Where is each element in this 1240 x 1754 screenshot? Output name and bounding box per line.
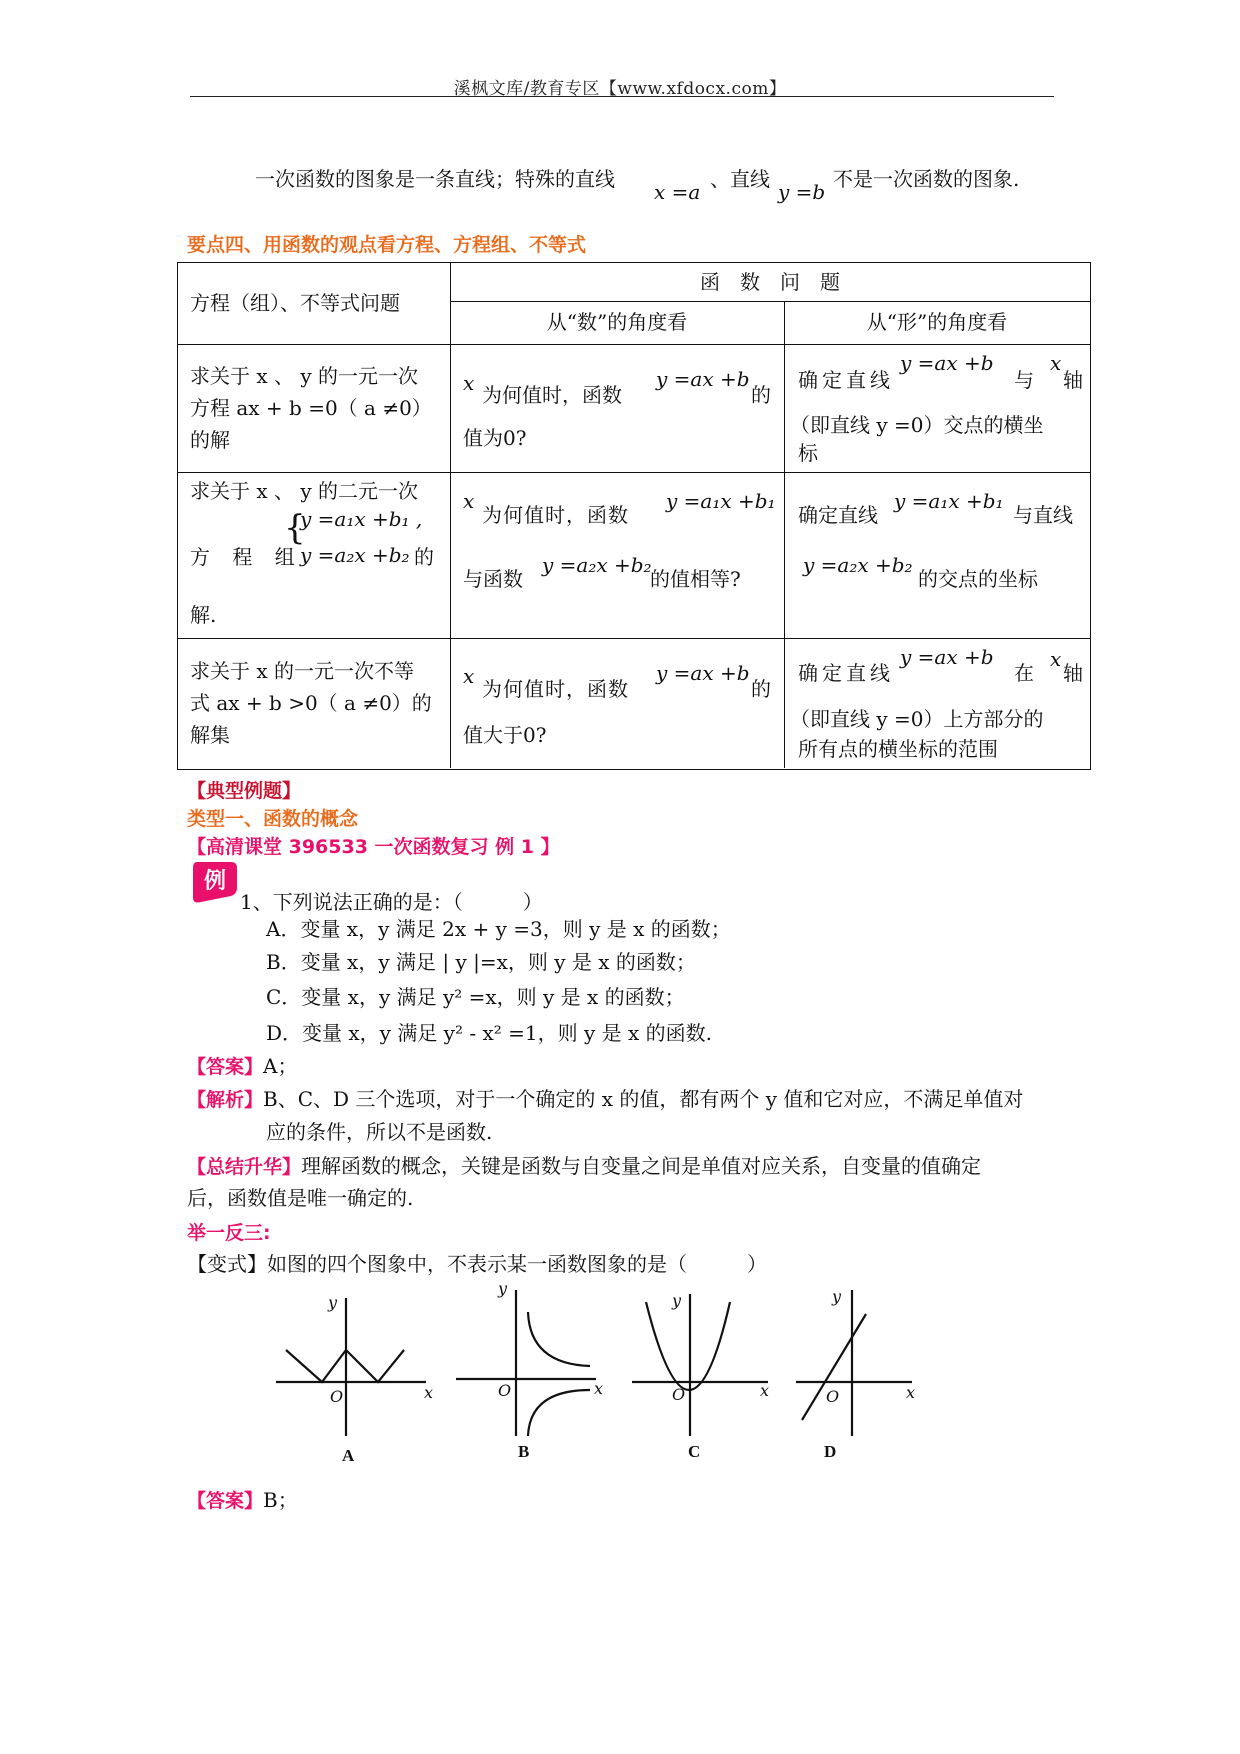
variant-text: 如图的四个图象中，不表示某一函数图象的是（ ）	[267, 1252, 767, 1276]
graph-c-curve	[646, 1302, 730, 1390]
col1-header: 方程（组）、不等式问题	[190, 291, 400, 315]
row2-col3-text3: 的交点的坐标	[918, 567, 1038, 591]
graph-d	[796, 1290, 912, 1436]
row3-col3-line2: （即直线 y =0）上方部分的	[790, 707, 1044, 731]
row1-col3-yu: 与	[1014, 368, 1034, 392]
row1-col3-line2: （即直线 y =0）交点的横坐	[790, 413, 1044, 437]
graph-c-y-label: y	[672, 1291, 682, 1310]
row1-col1-line3: 的解	[190, 428, 230, 452]
row2-col3-text2: 与直线	[1013, 503, 1073, 527]
equation-function-table	[177, 262, 1091, 770]
row2-col2-text2: 与函数	[463, 567, 523, 591]
variant	[187, 1250, 767, 1278]
row1-col2-text: 为何值时，函数	[482, 383, 622, 407]
row3-col2-line2: 值大于0?	[463, 723, 547, 747]
graph-b-label: B	[518, 1442, 530, 1461]
graph-b-y-label: y	[498, 1279, 508, 1298]
answer1-text: A；	[263, 1054, 298, 1078]
row1-col3-line3: 标	[798, 441, 818, 465]
col2-header: 从“数”的角度看	[546, 310, 688, 334]
row3-col3-text: 确定直线	[798, 661, 894, 685]
summary	[187, 1152, 981, 1181]
row2-col1-sys2: y =a₂x +b₂	[300, 543, 410, 567]
graph-a-origin: O	[330, 1387, 344, 1406]
example-badge-icon	[191, 858, 239, 906]
intro-text-2: 不是一次函数的图象.	[833, 167, 1020, 191]
row3-col1-line3: 解集	[190, 723, 230, 747]
row2-col1-label: 方 程 组	[190, 545, 303, 569]
analysis	[187, 1085, 1023, 1114]
row1-col2-x: x	[463, 371, 475, 395]
summary-tag: 【总结升华】	[187, 1156, 302, 1178]
q1-option-a: A．变量 x，y 满足 2x + y =3，则 y 是 x 的函数；	[266, 917, 731, 941]
row1-col3-x: x	[1050, 351, 1062, 375]
row1-col1-line2: 方程 ax + b =0（ a ≠0）	[190, 396, 432, 420]
graph-c	[632, 1294, 768, 1436]
row3-col3-x: x	[1050, 647, 1062, 671]
graph-a	[276, 1298, 426, 1436]
section-title: 要点四、用函数的观点看方程、方程组、不等式	[187, 234, 587, 256]
practice-title: 举一反三:	[187, 1222, 271, 1244]
row2-col3-eq1: y =a₁x +b₁	[894, 489, 1004, 513]
analysis-tag: 【解析】	[187, 1089, 264, 1111]
graph-d-x-label: x	[906, 1383, 916, 1402]
row3-col1-line1: 求关于 x 的一元一次不等	[190, 659, 414, 683]
answer1-tag: 【答案】	[187, 1056, 264, 1078]
row1-col2-line2: 值为0?	[463, 426, 527, 450]
analysis-text1: B、C、D 三个选项，对于一个确定的 x 的值，都有两个 y 值和它对应，不满足单值对	[263, 1087, 1024, 1111]
graph-b-curve-lower	[528, 1390, 590, 1436]
row2-col2-text: 为何值时，函数	[482, 503, 629, 527]
row1-col3-axis: 轴	[1063, 368, 1083, 392]
brace-symbol: {	[284, 508, 306, 548]
row1-col3-eq: y =ax +b	[900, 351, 994, 375]
row1-col2-eq: y =ax +b	[656, 367, 750, 391]
answer2-tag: 【答案】	[187, 1490, 264, 1512]
graph-c-x-label: x	[760, 1381, 770, 1400]
row1-col2-de: 的	[751, 383, 771, 407]
graph-b	[456, 1290, 596, 1436]
row3-col2-de: 的	[751, 677, 771, 701]
row2-col2-eq2: y =a₂x +b₂	[542, 553, 652, 577]
row3-col2-x: x	[463, 664, 475, 688]
row3-col2-eq: y =ax +b	[656, 661, 750, 685]
graph-b-x-label: x	[594, 1379, 604, 1398]
function-graphs	[270, 1278, 930, 1468]
graph-b-origin: O	[498, 1381, 512, 1400]
row2-col1-line1: 求关于 x 、 y 的二元一次	[190, 479, 419, 503]
row2-col3-eq2: y =a₂x +b₂	[803, 553, 913, 577]
intro-text-1: 一次函数的图象是一条直线；特殊的直线	[255, 167, 615, 191]
row3-col2-text: 为何值时，函数	[482, 677, 629, 701]
row2-col1-de: 的	[414, 545, 434, 569]
row2-col2-x: x	[463, 489, 475, 513]
graph-a-label: A	[342, 1446, 355, 1465]
row2-col2-text3: 的值相等?	[650, 567, 741, 591]
row2-col1-line3: 解.	[190, 603, 217, 627]
answer2-text: B；	[263, 1488, 298, 1512]
page-header: 溪枫文库/教育专区【www.xfdocx.com】	[453, 79, 787, 99]
q1-option-c: C．变量 x，y 满足 y² =x，则 y 是 x 的函数；	[266, 985, 685, 1009]
q1-option-b: B．变量 x，y 满足 | y |=x，则 y 是 x 的函数；	[266, 950, 696, 974]
row2-col2-eq1: y =a₁x +b₁	[666, 489, 776, 513]
row1-col1-line1: 求关于 x 、 y 的一元一次	[190, 364, 419, 388]
row2-col3-text: 确定直线	[798, 503, 878, 527]
graph-c-origin: O	[672, 1385, 686, 1404]
graph-a-y-label: y	[328, 1293, 338, 1312]
q1-stem: 1、下列说法正确的是：（ ）	[240, 890, 543, 914]
answer1	[187, 1052, 297, 1081]
header-divider	[190, 96, 1054, 97]
q1-option-d: D．变量 x，y 满足 y² - x² =1，则 y 是 x 的函数.	[266, 1021, 712, 1045]
graph-a-x-label: x	[424, 1383, 434, 1402]
examples-title: 【典型例题】	[187, 780, 302, 802]
row3-col3-zai: 在	[1014, 661, 1034, 685]
summary-text1: 理解函数的概念，关键是函数与自变量之间是单值对应关系，自变量的值确定	[301, 1154, 982, 1178]
col3-header: 从“形”的角度看	[866, 310, 1008, 334]
intro-sep: 、直线	[710, 167, 770, 191]
group-header: 函 数 问 题	[700, 270, 840, 294]
graph-d-y-label: y	[832, 1287, 842, 1306]
variant-tag: 【变式】	[187, 1252, 267, 1276]
row3-col3-line3: 所有点的横坐标的范围	[798, 737, 998, 761]
type1-title: 类型一、函数的概念	[187, 808, 359, 830]
intro-eq-1: x =a	[654, 180, 701, 204]
svg-text:例: 例	[203, 869, 227, 894]
graph-d-label: D	[824, 1442, 837, 1461]
summary-text2: 后，函数值是唯一确定的.	[187, 1186, 414, 1210]
graph-c-label: C	[688, 1442, 701, 1461]
row3-col1-line2: 式 ax + b >0（ a ≠0）的	[190, 691, 432, 715]
graph-d-origin: O	[826, 1387, 840, 1406]
intro-eq-2: y =b	[778, 180, 826, 204]
row3-col3-axis: 轴	[1063, 661, 1083, 685]
row2-col1-sys1: y =a₁x +b₁ ,	[300, 507, 423, 531]
row1-col3-text: 确定直线	[798, 368, 894, 392]
answer2	[187, 1486, 298, 1515]
graph-b-curve-upper	[528, 1312, 590, 1366]
lesson-ref: 【高清课堂 396533 一次函数复习 例 1 】	[187, 836, 560, 858]
analysis-text2: 应的条件，所以不是函数.	[266, 1120, 493, 1144]
row3-col3-eq: y =ax +b	[900, 645, 994, 669]
